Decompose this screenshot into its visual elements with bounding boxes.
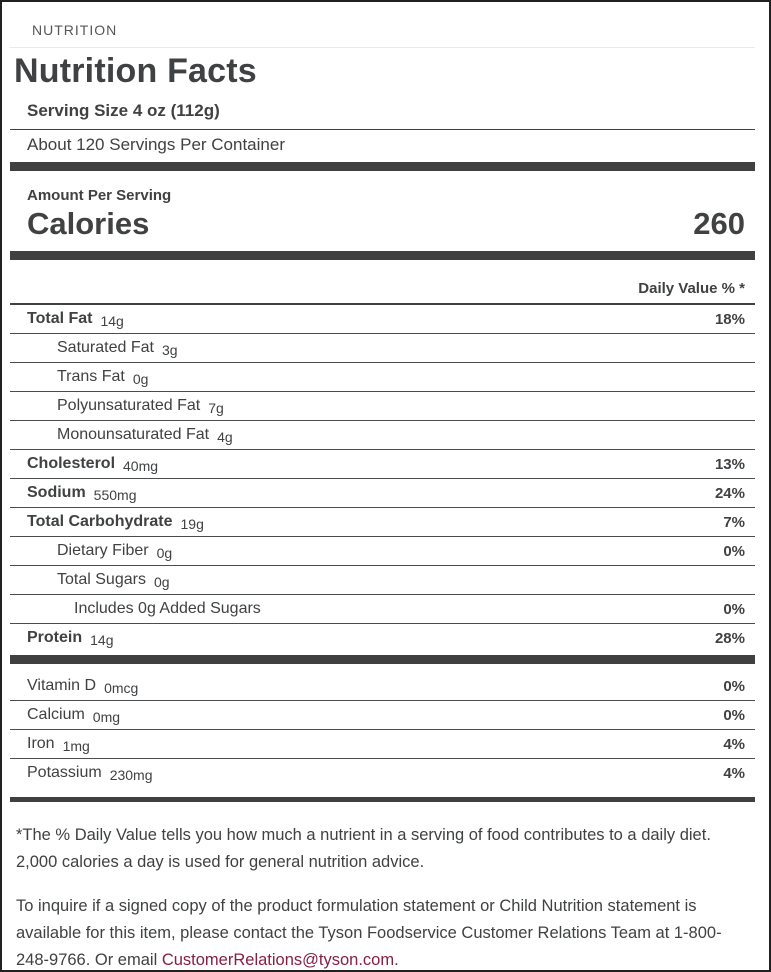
nutrient-amount: 1mg bbox=[62, 738, 90, 754]
nutrient-label: Potassium bbox=[27, 764, 102, 781]
nutrient-table bbox=[10, 305, 755, 652]
nutrient-daily-value: 0% bbox=[723, 600, 745, 618]
nutrient-row-total-fat bbox=[10, 305, 755, 334]
calories-label: Calories bbox=[27, 206, 150, 241]
nutrition-section-label: NUTRITION bbox=[32, 22, 118, 38]
nutrient-amount: 0mcg bbox=[104, 680, 139, 696]
nutrient-label: Protein bbox=[27, 629, 83, 646]
nutrient-daily-value: 4% bbox=[723, 735, 745, 753]
nutrient-row-trans-fat bbox=[10, 363, 755, 392]
nutrient-label: Total Sugars bbox=[57, 571, 146, 588]
divider-bar bbox=[10, 655, 755, 664]
nutrient-amount: 14g bbox=[90, 632, 114, 648]
nutrient-row-sodium bbox=[10, 479, 755, 508]
nutrient-daily-value: 13% bbox=[714, 455, 745, 473]
nutrient-label: Dietary Fiber bbox=[57, 542, 149, 559]
nutrient-label: Iron bbox=[27, 735, 55, 752]
nutrient-label: Sodium bbox=[27, 484, 86, 501]
nutrient-row-monounsaturated-fat bbox=[10, 421, 755, 450]
contact-paragraph bbox=[16, 893, 753, 972]
nutrient-daily-value: 28% bbox=[714, 629, 745, 647]
nutrient-row-saturated-fat bbox=[10, 334, 755, 363]
nutrient-amount: 0g bbox=[132, 371, 149, 387]
micronutrient-table bbox=[10, 672, 755, 787]
daily-value-footnote: *The % Daily Value tells you how much a nutrient in a serving of food contributes to a daily diet. 2,000 calories a day is used for general nutrition advice. bbox=[16, 826, 711, 871]
nutrient-amount: 19g bbox=[180, 516, 204, 532]
serving-divider bbox=[10, 129, 755, 130]
contact-email-link[interactable]: CustomerRelations@tyson.com bbox=[161, 951, 395, 969]
nutrient-label: Trans Fat bbox=[57, 368, 125, 385]
nutrient-label: Total Carbohydrate bbox=[27, 513, 173, 530]
header-divider bbox=[10, 47, 755, 48]
nutrient-row-dietary-fiber bbox=[10, 537, 755, 566]
nutrient-row-cholesterol bbox=[10, 450, 755, 479]
page-title: Nutrition Facts bbox=[14, 52, 257, 90]
nutrient-daily-value: 24% bbox=[714, 484, 745, 502]
nutrient-label: Polyunsaturated Fat bbox=[57, 397, 201, 414]
nutrient-label: Vitamin D bbox=[27, 677, 97, 694]
serving-size: Serving Size 4 oz (112g) bbox=[27, 101, 220, 120]
amount-per-serving-label: Amount Per Serving bbox=[27, 187, 172, 204]
nutrient-row-iron bbox=[10, 730, 755, 759]
nutrient-daily-value: 0% bbox=[723, 542, 745, 560]
nutrient-daily-value: 4% bbox=[723, 764, 745, 782]
nutrient-row-added-sugars bbox=[10, 595, 755, 624]
calories-value: 260 bbox=[693, 206, 745, 241]
nutrient-label: Monounsaturated Fat bbox=[57, 426, 210, 443]
nutrient-row-total-sugars bbox=[10, 566, 755, 595]
divider-bar bbox=[10, 797, 755, 802]
divider-bar bbox=[10, 251, 755, 260]
nutrient-amount: 0mg bbox=[92, 709, 121, 725]
servings-per-container: About 120 Servings Per Container bbox=[27, 135, 285, 154]
nutrient-label: Saturated Fat bbox=[57, 339, 154, 356]
nutrient-amount: 7g bbox=[208, 400, 224, 416]
nutrient-row-potassium bbox=[10, 759, 755, 787]
nutrient-amount: 4g bbox=[217, 429, 233, 445]
daily-value-header: Daily Value % * bbox=[638, 280, 745, 297]
nutrient-amount: 0g bbox=[153, 574, 170, 590]
nutrient-row-polyunsaturated-fat bbox=[10, 392, 755, 421]
nutrient-label: Total Fat bbox=[27, 310, 93, 327]
nutrient-label: Calcium bbox=[27, 706, 85, 723]
nutrient-daily-value: 18% bbox=[714, 310, 745, 328]
contact-text: To inquire if a signed copy of the product formulation statement or Child Nutrition statement is available for this item, please contact the Tyson Foodservice Customer Relations Team at 1-800-248-9766. Or email bbox=[16, 897, 722, 969]
nutrient-row-protein bbox=[10, 624, 755, 652]
nutrient-amount: 0g bbox=[156, 545, 173, 561]
nutrient-row-total-carbohydrate bbox=[10, 508, 755, 537]
contact-text-suffix: . bbox=[394, 951, 399, 969]
nutrient-amount: 550mg bbox=[93, 487, 137, 503]
nutrient-amount: 40mg bbox=[123, 458, 159, 474]
nutrient-label: Cholesterol bbox=[27, 455, 116, 472]
calories-row bbox=[27, 206, 745, 242]
nutrient-row-vitamin-d bbox=[10, 672, 755, 701]
nutrient-daily-value: 0% bbox=[723, 677, 745, 695]
nutrient-label: Includes 0g Added Sugars bbox=[74, 600, 261, 617]
nutrient-amount: 14g bbox=[100, 313, 124, 329]
nutrient-amount: 230mg bbox=[109, 767, 153, 783]
nutrient-row-calcium bbox=[10, 701, 755, 730]
nutrient-daily-value: 0% bbox=[723, 706, 745, 724]
divider-bar bbox=[10, 162, 755, 171]
nutrient-daily-value: 7% bbox=[723, 513, 745, 531]
nutrient-amount: 3g bbox=[161, 342, 178, 358]
